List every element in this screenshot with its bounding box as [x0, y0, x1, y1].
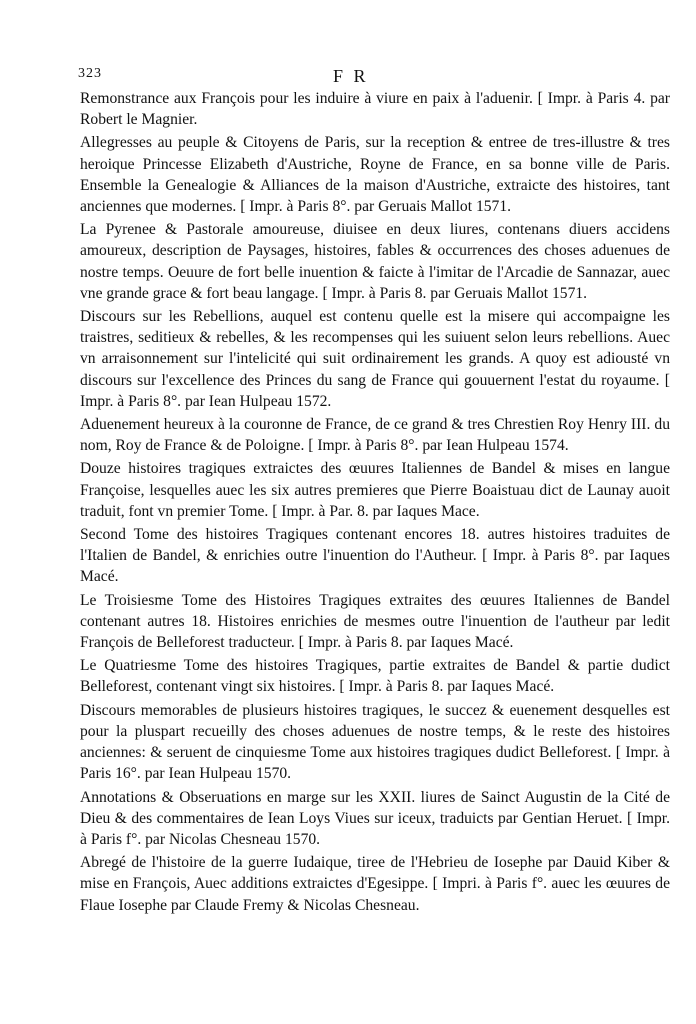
entry-annotations: Annotations & Obseruations en marge sur les XXII. liures de Sainct Augustin de la Cité de Dieu & des commentaires de Iean Loys Viues sur iceux, traduicts par Gentian Heruet. [ Impr. à Paris f°. par Nicolas Chesneau 1570. — [80, 788, 670, 848]
entry-discours-rebellions: Discours sur les Rebellions, auquel est contenu quelle est la misere qui accompaigne les traistres, seditieux & rebelles, & les recompenses qui les suiuent selon leurs rebellions. Auec vn arraisonnement sur l'intelicité qui suit ordinairement les grands. A quoy est adiousté vn discours sur l'excellence des Princes du sang de France qui gouuernent l'estat du royaume. [ Impr. à Paris 8°. par Iean Hulpeau 1572. — [80, 308, 670, 410]
entry-troisiesme-tome: Le Troisiesme Tome des Histoires Tragiques extraites des œuures Italiennes de Bandel contenant autres 18. Histoires enrichies de mesmes outre l'inuention de l'autheur par ledit François de Belleforest traducteur. [ Impr. à Paris 8. par Iaques Macé. — [80, 591, 670, 652]
entry-douze-histoires: Douze histoires tragiques extraictes des œuures Italiennes de Bandel & mises en langue Françoise, lesquelles auec les six autres premieres que Pierre Boaistuau dict de Launay auoit traduit, font vn premier Tome. [ Impr. à Par. 8. par Iaques Mace. — [80, 460, 670, 520]
bibliography-entries — [80, 88, 670, 916]
running-head: F R — [333, 66, 369, 86]
entry-second-tome: Second Tome des histoires Tragiques contenant encores 18. autres histoires traduites de l'Italien de Bandel, & enrichies outre l'inuention do l'Autheur. [ Impr. à Paris 8°. par Iaques Macé. — [80, 526, 670, 586]
entry-remonstrance: Remonstrance aux François pour les induire à viure en paix à l'aduenir. [ Impr. à Paris 4. par Robert le Magnier. — [80, 90, 670, 129]
entry-aduenement: Aduenement heureux à la couronne de France, de ce grand & tres Chrestien Roy Henry III. du nom, Roy de France & de Poloigne. [ Impr. à Paris 8°. par Iean Hulpeau 1574. — [80, 416, 670, 455]
entry-pyrenee: La Pyrenee & Pastorale amoureuse, diuisee en deux liures, contenans diuers accidens amoureux, description de Paysages, histoires, fables & occurrences des choses aduenues de nostre temps. Oeuure de fort belle inuention & faicte à l'imitar de l'Arcadie de Sannazar, auec vne grande grace & fort beau langage. [ Impr. à Paris 8. par Geruais Mallot 1571. — [80, 221, 670, 302]
entry-abrege: Abregé de l'histoire de la guerre Iudaique, tiree de l'Hebrieu de Iosephe par Dauid Kiber & mise en François, Auec additions extraictes d'Egesippe. [ Impri. à Paris f°. auec les œuures de Flaue Iosephe par Claude Fremy & Nicolas Chesneau. — [80, 854, 670, 914]
entry-quatriesme-tome: Le Quatriesme Tome des histoires Tragiques, partie extraites de Bandel & partie dudict Belleforest, contenant vingt six histoires. [ Impr. à Paris 8. par Iaques Macé. — [80, 657, 670, 696]
page-number: 323 — [78, 66, 102, 81]
entry-discours-memorables: Discours memorables de plusieurs histoires tragiques, le succez & euenement desquelles est pour la pluspart recueilly des choses aduenues de nostre temps, & le reste des histoires anciennes: & seruent de cinquiesme Tome aux histoires tragiques dudict Belleforest. [ Impr. à Paris 16°. par Iean Hulpeau 1570. — [80, 701, 670, 783]
entry-allegresses: Allegresses au peuple & Citoyens de Paris, sur la reception & entree de tres-illustre & tres heroique Princesse Elizabeth d'Austriche, Royne de France, en sa bonne ville de Paris. Ensemble la Genealogie & Alliances de la maison d'Austriche, extraicte des histoires, tant anciennes que modernes. [ Impr. à Paris 8°. par Geruais Mallot 1571. — [80, 134, 670, 216]
